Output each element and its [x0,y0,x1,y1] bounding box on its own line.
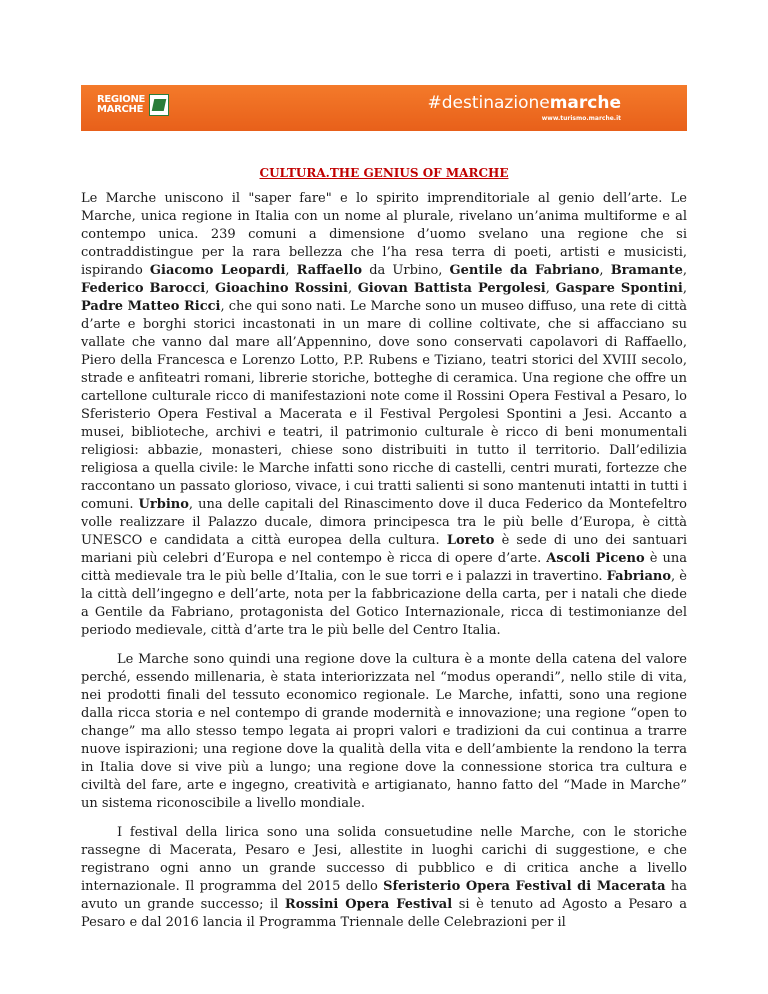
regione-marche-logo[interactable] [97,94,169,116]
text: da Urbino, [362,263,450,278]
festival-rossini: Rossini Opera Festival [284,897,453,912]
text: , è la città dell’ingegno e dell’arte, nota per la fabbricazione della carta, per i natali che diede a Gentile da Fabriano, protagonista del Gotico Internazionale, ricca di testimonianze del periodo medievale, città d’arte tra le più belle del Centro Italia. [81,569,688,638]
text: Le Marche uniscono il "saper fare" e lo spirito imprenditoriale al genio dell’arte. Le Marche, unica regione in Italia con un nome al plurale, rivelano un’anima multiforme e al contempo unica. 239 comuni a dimensione d’uomo svelano una regione che si contraddistingue per la rara bellezza che l’ha resa terra di poeti, artisti e musicisti, ispirando [81,191,687,278]
logo-line-2: MARCHE [97,104,144,115]
text: , [205,281,215,296]
text: , [682,281,687,296]
name-bramante: Bramante [610,263,683,278]
text: si è tenuto ad Agosto a Pesaro a Pesaro e dal 2016 lancia il Programma Triennale delle Celebrazioni per il [81,897,687,930]
text: ha avuto un grande successo; il [81,879,687,912]
name-barocci: Federico Barocci [81,281,206,296]
paragraph-1 [81,190,687,640]
place-fabriano: Fabriano [606,569,672,584]
text: , [285,263,297,278]
name-raffaello: Raffaello [296,263,363,278]
place-loreto: Loreto [446,533,495,548]
document-body [81,190,687,932]
text: , una delle capitali del Rinascimento dove il duca Federico da Montefeltro volle realizzare il Palazzo ducale, dimora principesca tra le più belle d’Europa, è città UNESCO e candidata a città europea della cultura. [81,497,688,548]
text: , [347,281,358,296]
place-ascoli: Ascoli Piceno [546,551,645,566]
name-rossini: Gioachino Rossini [214,281,348,296]
text: , [599,263,611,278]
name-gentile: Gentile da Fabriano [449,263,600,278]
header-banner [81,85,687,131]
text: , [545,281,556,296]
hashtag-prefix: #destinazione [427,93,550,113]
destinazione-marche-hashtag [428,93,622,113]
paragraph-3 [81,824,687,932]
text: è sede di uno dei santuari mariani più celebri d’Europa e nel contempo è ricca di opere d’arte. [81,533,688,566]
page-title: CULTURA.THE GENIUS OF MARCHE [259,166,509,180]
text: I festival della lirica sono una solida consuetudine nelle Marche, con le storiche rassegne di Macerata, Pesaro e Jesi, allestite in luoghi carichi di suggestione, e che registrano ogni anno un grande successo di pubblico e di critica anche a livello internazionale. Il programma del 2015 dello [81,825,687,894]
hashtag-bold: marche [549,93,621,113]
name-ricci: Padre Matteo Ricci [81,299,221,314]
name-spontini: Gaspare Spontini [555,281,683,296]
name-pergolesi: Giovan Battista Pergolesi [357,281,546,296]
name-leopardi: Giacomo Leopardi [149,263,286,278]
festival-sferisterio: Sferisterio Opera Festival di Macerata [383,879,666,894]
shield-icon [149,94,169,116]
site-url[interactable]: www.turismo.marche.it [541,115,621,122]
place-urbino: Urbino [138,497,189,512]
text: , che qui sono nati. Le Marche sono un museo diffuso, una rete di città d’arte e borghi storici incastonati in un mare di colline coltivate, che si affacciano su vallate che vanno dal mare all’Appennino, dove sono conservati capolavori di Raffaello, Piero della Francesca e Lorenzo Lotto, P.P. Rubens e Tiziano, teatri storici del XVIII secolo, strade e anfiteatri romani, librerie storiche, botteghe di ceramica. Una regione che offre un cartellone culturale ricco di manifestazioni note come il Rossini Opera Festival a Pesaro, lo Sferisterio Opera Festival a Macerata e il Festival Pergolesi Spontini a Jesi. Accanto a musei, biblioteche, archivi e teatri, il patrimonio culturale è ricco di beni monumentali religiosi: abbazie, monasteri, chiese sono distribuiti in tutto il territorio. Dall’edilizia religiosa a quella civile: le Marche infatti sono ricche di castelli, centri murati, fortezze che raccontano un passato glorioso, vivace, i cui tratti salienti si sono mantenuti intatti in tutti i comuni. [81,299,687,512]
logo-text [97,95,145,115]
logo-line-1: REGIONE [97,94,146,105]
text: , [682,263,687,278]
paragraph-2: Le Marche sono quindi una regione dove la cultura è a monte della catena del valore perché, essendo millenaria, è stata interiorizzata nel “modus operandi”, nello stile di vita, nei prodotti finali del tessuto economico regionale. Le Marche, infatti, sono una regione dalla ricca storia e nel contempo di grande modernità e innovazione; una regione “open to change” ma allo stesso tempo legata ai propri valori e tradizioni da cui continua a trarre nuove ispirazioni; una regione dove la qualità della vita e dell’ambiente la rendono la terra in Italia dove si vive più a lungo; una regione dove la connessione storica tra cultura e civiltà del fare, arte e ingegno, creatività e artigianato, hanno fatto del “Made in Marche” un sistema riconoscibile a livello mondiale. [81,652,687,811]
text: è una città medievale tra le più belle d’Italia, con le sue torri e i palazzi in travertino. [81,551,687,584]
